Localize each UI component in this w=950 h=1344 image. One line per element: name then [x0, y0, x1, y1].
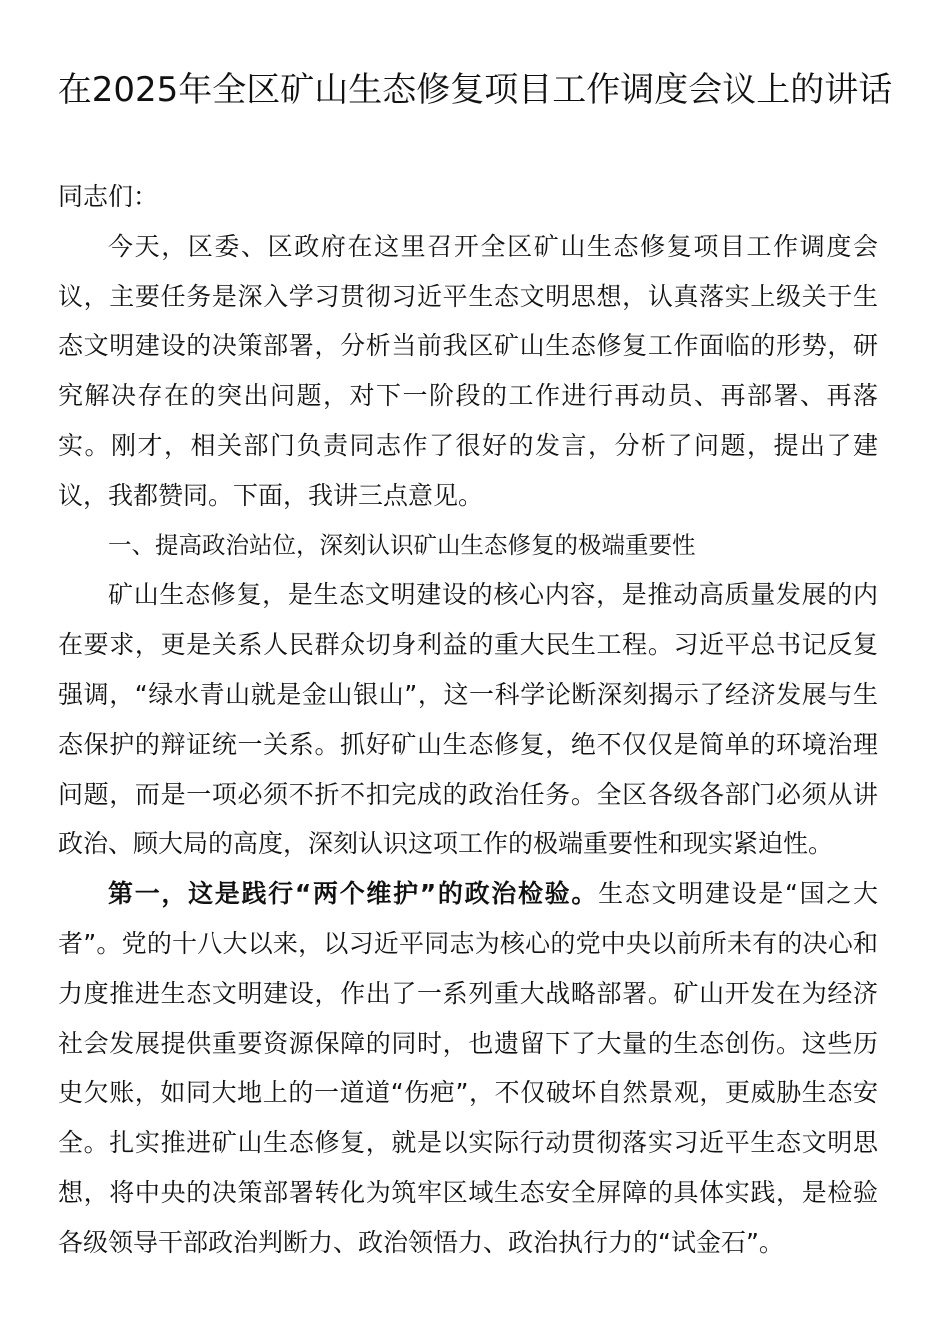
- section-1-paragraph: 矿山生态修复，是生态文明建设的核心内容，是推动高质量发展的内在要求，更是关系人民群众切身利益的重大民生工程。习近平总书记反复强调，“绿水青山就是金山银山”，这一科学论断深刻揭示了经济发展与生态保护的辩证统一关系。抓好矿山生态修复，绝不仅仅是简单的环境治理问题，而是一项必须不折不扣完成的政治任务。全区各级各部门必须从讲政治、顾大局的高度，深刻认识这项工作的极端重要性和现实紧迫性。: [58, 580, 878, 859]
- point-1-paragraph: [58, 869, 878, 1267]
- salutation: 同志们：: [58, 182, 159, 211]
- document-body: [58, 172, 878, 1268]
- point-1-lead: 第一，这是践行“两个维护”的政治检验。: [108, 879, 599, 909]
- point-1-text: 生态文明建设是“国之大者”。党的十八大以来，以习近平同志为核心的党中央以前所未有的决心和力度推进生态文明建设，作出了一系列重大战略部署。矿山开发在为经济社会发展提供重要资源保障的同时，也遗留下了大量的生态创伤。这些历史欠账，如同大地上的一道道“伤疤”，不仅破坏自然景观，更威胁生态安全。扎实推进矿山生态修复，就是以实际行动贯彻落实习近平生态文明思想，将中央的决策部署转化为筑牢区域生态安全屏障的具体实践，是检验各级领导干部政治判断力、政治领悟力、政治执行力的“试金石”。: [58, 879, 879, 1257]
- document-title: 在2025年全区矿山生态修复项目工作调度会议上的讲话: [57, 70, 893, 110]
- opening-paragraph: 今天，区委、区政府在这里召开全区矿山生态修复项目工作调度会议，主要任务是深入学习贯彻习近平生态文明思想，认真落实上级关于生态文明建设的决策部署，分析当前我区矿山生态修复工作面临的形势，研究解决存在的突出问题，对下一阶段的工作进行再动员、再部署、再落实。刚才，相关部门负责同志作了很好的发言，分析了问题，提出了建议，我都赞同。下面，我讲三点意见。: [58, 231, 878, 510]
- section-heading-1: 一、提高政治站位，深刻认识矿山生态修复的极端重要性: [108, 530, 696, 559]
